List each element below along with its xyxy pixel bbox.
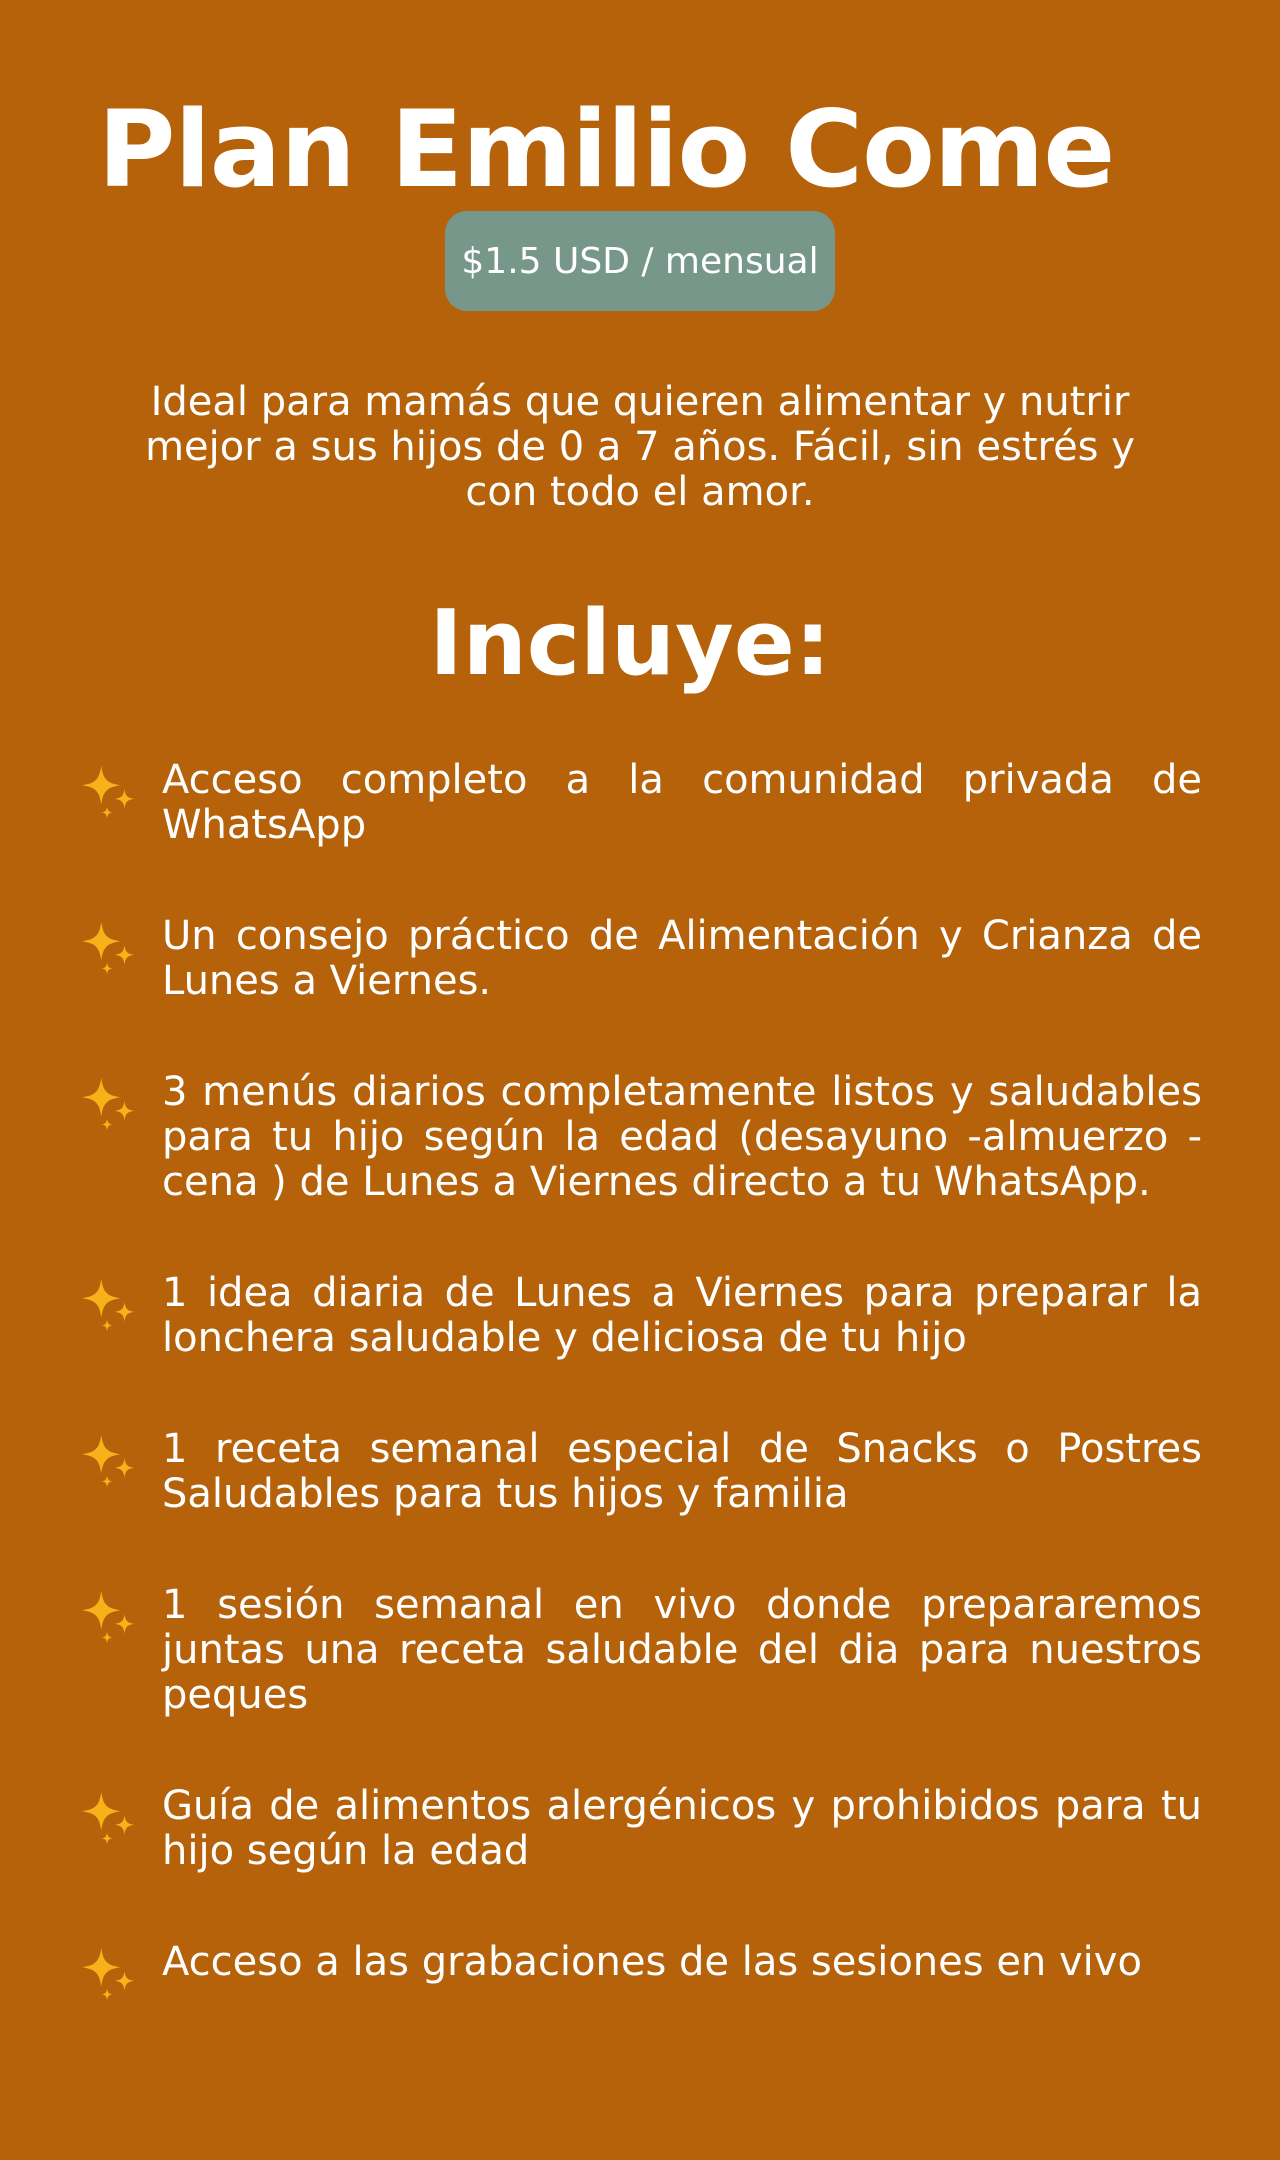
sparkles-icon bbox=[78, 1944, 140, 2006]
feature-item bbox=[78, 1940, 1202, 1985]
price-badge: $1.5 USD / mensual bbox=[445, 211, 835, 311]
sparkles-icon bbox=[78, 762, 140, 824]
feature-item bbox=[78, 1784, 1202, 1874]
sparkles-icon bbox=[78, 1587, 140, 1649]
feature-text: Guía de alimentos alergénicos y prohibidos para tu hijo según la edad bbox=[162, 1783, 1202, 1874]
feature-item bbox=[78, 758, 1202, 848]
feature-text: Un consejo práctico de Alimentación y Crianza de Lunes a Viernes. bbox=[162, 913, 1202, 1004]
sparkles-icon bbox=[78, 1074, 140, 1136]
feature-item bbox=[78, 914, 1202, 1004]
sparkles-icon bbox=[78, 1431, 140, 1493]
plan-description: Ideal para mamás que quieren alimentar y nutrir mejor a sus hijos de 0 a 7 años. Fácil, sin estrés y con todo el amor. bbox=[145, 379, 1135, 515]
sparkles-icon bbox=[78, 1275, 140, 1337]
plan-title: Plan Emilio Come bbox=[97, 88, 1115, 211]
sparkles-icon bbox=[78, 1788, 140, 1850]
feature-item bbox=[78, 1427, 1202, 1517]
feature-item bbox=[78, 1070, 1202, 1205]
feature-item bbox=[78, 1271, 1202, 1361]
includes-heading: Incluye: bbox=[429, 591, 831, 696]
feature-text: 1 receta semanal especial de Snacks o Postres Saludables para tus hijos y familia bbox=[162, 1426, 1202, 1517]
feature-text: 1 idea diaria de Lunes a Viernes para preparar la lonchera saludable y deliciosa de tu hijo bbox=[162, 1270, 1202, 1361]
features-list bbox=[78, 758, 1202, 2051]
feature-item bbox=[78, 1583, 1202, 1718]
feature-text: Acceso completo a la comunidad privada de WhatsApp bbox=[162, 757, 1202, 848]
sparkles-icon bbox=[78, 918, 140, 980]
feature-text: 3 menús diarios completamente listos y saludables para tu hijo según la edad (desayuno -almuerzo - cena ) de Lunes a Viernes directo a tu WhatsApp. bbox=[162, 1069, 1202, 1205]
feature-text: 1 sesión semanal en vivo donde prepararemos juntas una receta saludable del dia para nuestros peques bbox=[162, 1582, 1202, 1718]
feature-text: Acceso a las grabaciones de las sesiones en vivo bbox=[162, 1939, 1142, 1985]
